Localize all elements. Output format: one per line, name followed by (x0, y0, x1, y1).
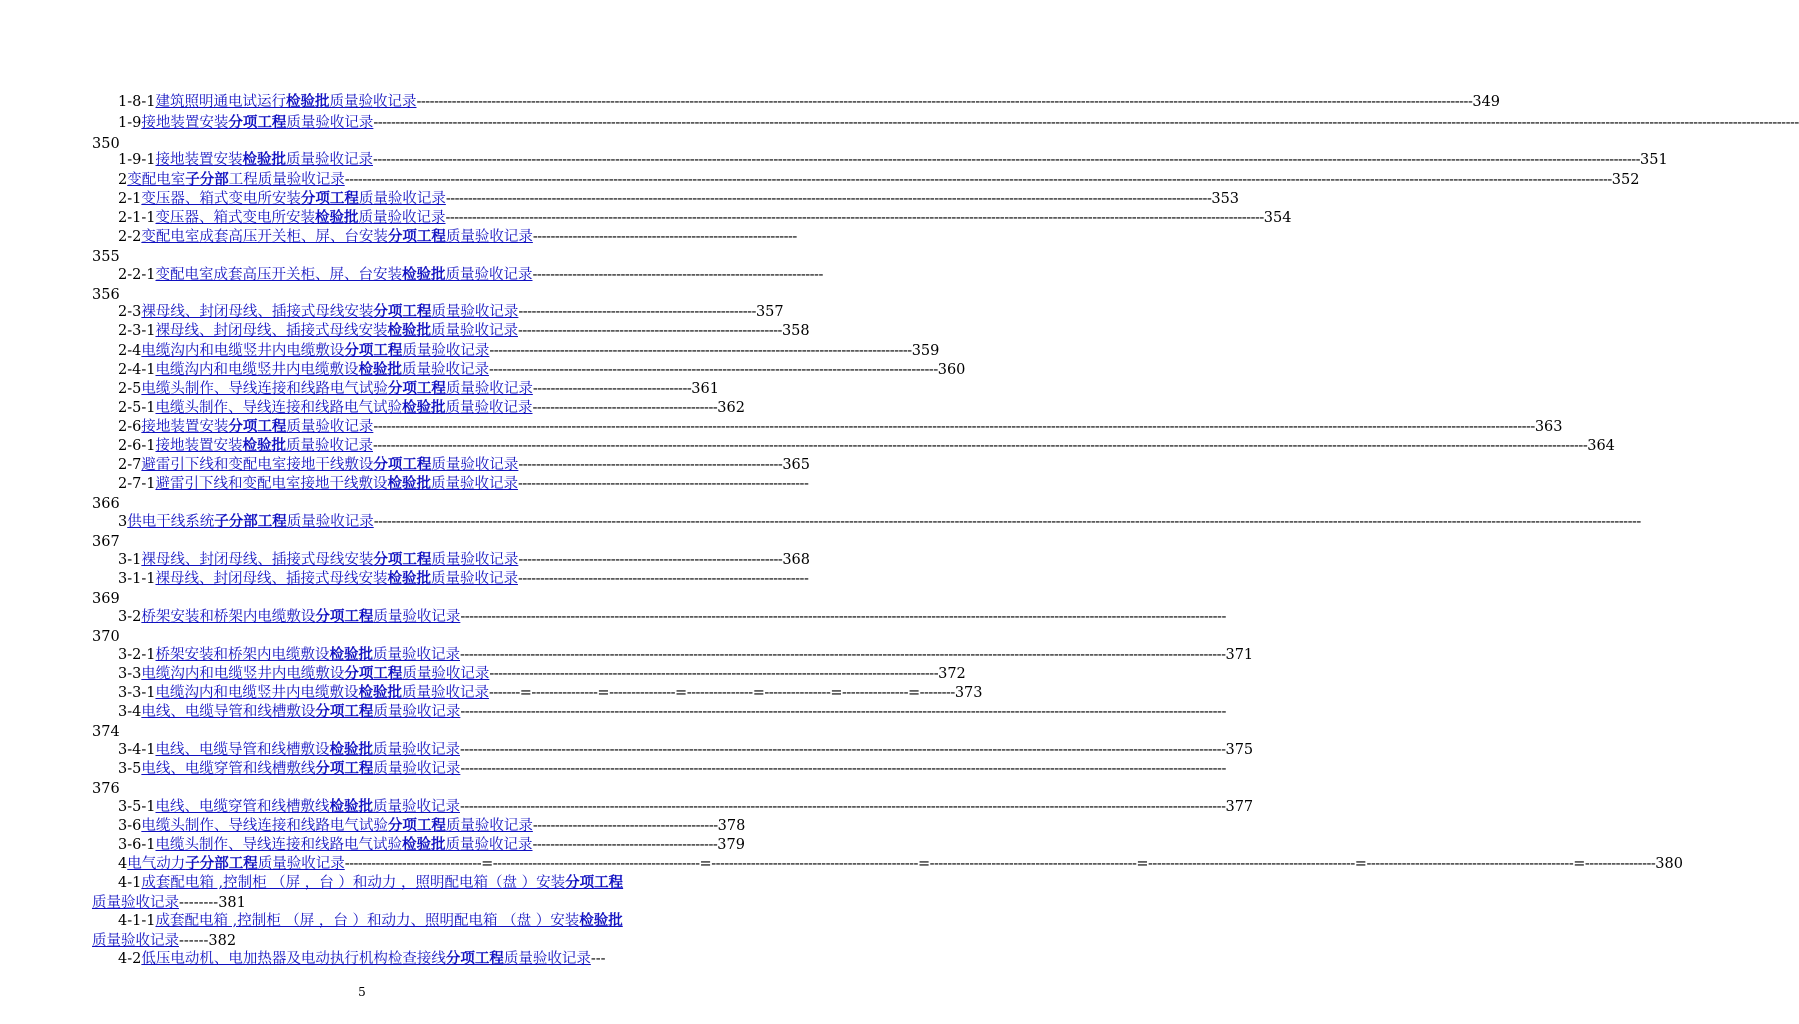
toc-entry-link[interactable]: 变配电室成套高压开关柜、屏、台安装分项工程质量验收记录 (141, 228, 533, 245)
page-number: 5 (358, 985, 366, 999)
toc-entry-emphasis: 检验批 (242, 151, 286, 168)
toc-leader: ------------------------------------------------------------------------------------------------------------------------------------------------------------------------------------------------------------------------------------------------ (416, 94, 1473, 110)
toc-entry-number: 2-2 (118, 229, 142, 245)
toc-leader: ------------------------------------------ (532, 837, 718, 853)
toc-entry (118, 873, 666, 893)
toc-entry-link[interactable]: 避雷引下线和变配电室接地干线敷设检验批质量验收记录 (155, 475, 518, 492)
toc-entry-emphasis: 检验批 (387, 570, 431, 587)
toc-leader: ------------------------------------------------------------ (518, 457, 783, 473)
toc-page-number: 380 (1655, 856, 1683, 872)
toc-entry-number: 3-4 (118, 704, 142, 720)
toc-entry (118, 911, 666, 931)
toc-entry-link[interactable]: 变配电室成套高压开关柜、屏、台安装检验批质量验收记录 (155, 266, 533, 283)
toc-entry-emphasis: 分项工程 (565, 874, 624, 891)
toc-entry-emphasis: 分项工程 (315, 703, 374, 720)
toc-entry (118, 683, 983, 703)
toc-page-number: 355 (92, 249, 120, 265)
toc-entry-link[interactable]: 桥架安装和桥架内电缆敷设分项工程质量验收记录 (141, 608, 461, 625)
toc-entry-link[interactable]: 电缆沟内和电缆竖井内电缆敷设分项工程质量验收记录 (141, 665, 490, 682)
toc-entry (118, 664, 966, 684)
toc-page-number: 362 (717, 400, 745, 416)
toc-entry-continuation (92, 931, 236, 951)
toc-entry-number: 2-6 (118, 419, 142, 435)
toc-entry-number: 3 (118, 514, 128, 530)
toc-entry-emphasis: 分项工程 (228, 114, 287, 131)
toc-entry-link[interactable]: 电缆头制作、导线连接和线路电气试验分项工程质量验收记录 (141, 817, 533, 834)
toc-entry (118, 816, 746, 836)
toc-page-number: 382 (208, 933, 237, 949)
toc-entry-link[interactable]: 供电干线系统子分部工程质量验收记录 (127, 513, 374, 530)
toc-page-number: 371 (1225, 647, 1254, 663)
toc-leader: ------------------------------------------------------------------------------------------------------------------------------------------------------------------------------ (460, 761, 1226, 777)
toc-entry-emphasis: 检验批 (314, 209, 359, 226)
toc-entry (118, 740, 1254, 760)
toc-entry (118, 170, 1640, 190)
toc-page-number: 377 (1225, 799, 1254, 815)
toc-leader: ------------------------------------------------------------------------------------------------------------------------------------------------------------------------------------------ (445, 210, 1264, 226)
toc-page-number: 381 (218, 895, 246, 911)
toc-entry-link[interactable]: 接地装置安装检验批质量验收记录 (155, 151, 373, 168)
toc-entry-emphasis: 子分部工程 (185, 855, 258, 872)
toc-entry-link[interactable]: 成套配电箱 ,控制柜 （屏 ，台 ）和动力 ，照明配电箱（盘 ）安装分项工程 (141, 874, 624, 891)
toc-entry-continuation (92, 893, 246, 913)
toc-leader: ------------------------------------------ (532, 400, 718, 416)
toc-entry-number: 2 (118, 172, 128, 188)
toc-entry-link[interactable]: 电线、电缆导管和线槽敷设分项工程质量验收记录 (141, 703, 461, 720)
toc-leader: ------------------------------------------------------------------------------------------------------------------------------------------------------------------------------------------------------------------------------------------------------------------------------------ (372, 438, 1588, 454)
toc-leader: ------------------------------------------ (532, 818, 718, 834)
toc-page-number: 379 (717, 837, 745, 853)
toc-page-number: 352 (1611, 172, 1640, 188)
toc-page-number: 356 (92, 287, 120, 303)
toc-page-number: 364 (1587, 438, 1615, 454)
toc-entry-link[interactable]: 建筑照明通电试运行检验批质量验收记录 (155, 93, 417, 110)
toc-entry-link[interactable]: 电缆沟内和电缆竖井内电缆敷设分项工程质量验收记录 (141, 342, 490, 359)
toc-entry-number: 3-1-1 (118, 571, 156, 587)
toc-entry-emphasis: 分项工程 (315, 760, 374, 777)
toc-entry-link[interactable]: 电线、电缆导管和线槽敷设检验批质量验收记录 (155, 741, 460, 758)
toc-entry-emphasis: 检验批 (579, 912, 623, 929)
toc-leader: ------------------------------------------------------------------------------------------------------------------------------------------------------------------------------ (459, 799, 1226, 815)
toc-page-number: 353 (1211, 191, 1240, 207)
toc-entry-link[interactable]: 桥架安装和桥架内电缆敷设检验批质量验收记录 (155, 646, 460, 663)
toc-leader: --- (590, 951, 606, 967)
toc-entry (118, 702, 1226, 722)
toc-entry-emphasis: 分项工程 (315, 608, 374, 625)
toc-entry-number: 3-1 (118, 552, 142, 568)
toc-entry-number: 3-3-1 (118, 685, 156, 701)
toc-entry-link[interactable]: 接地装置安装分项工程质量验收记录 (141, 114, 374, 131)
toc-entry-link[interactable]: 避雷引下线和变配电室接地干线敷设分项工程质量验收记录 (141, 456, 519, 473)
toc-entry-link[interactable]: 变压器、箱式变电所安装检验批质量验收记录 (155, 209, 446, 226)
toc-entry (118, 417, 1563, 437)
toc-leader: ------------------------------------ (532, 381, 692, 397)
toc-entry-link[interactable]: 电缆头制作、导线连接和线路电气试验检验批质量验收记录 (155, 836, 533, 853)
toc-page-number: 354 (1263, 210, 1292, 226)
toc-entry-emphasis: 检验批 (329, 741, 373, 758)
toc-entry-emphasis: 子分部工程 (214, 513, 287, 530)
toc-entry-link[interactable]: 裸母线、封闭母线、插接式母线安装分项工程质量验收记录 (141, 551, 519, 568)
toc-leader: ------------------------------------------------------------ (518, 552, 783, 568)
toc-entry-link[interactable]: 电缆头制作、导线连接和线路电气试验分项工程质量验收记录 (141, 380, 533, 397)
toc-leader: -------------------------------=-----------------------------------------------=-----------------------------------------------=-----------------------------------------------=-----------------------------------------------=-----------------------------------------------=---------------- (344, 856, 1656, 872)
toc-entry-number: 3-2-1 (118, 647, 156, 663)
toc-leader: -------- (179, 895, 219, 911)
toc-entry-emphasis: 检验批 (387, 475, 431, 492)
toc-leader: ------------------------------------------------------ (518, 304, 756, 320)
toc-page-number: 373 (954, 685, 983, 701)
toc-entry-link[interactable]: 变配电室子分部工程质量验收记录 (127, 171, 345, 188)
toc-entry (118, 455, 811, 475)
toc-entry-link[interactable]: 裸母线、封闭母线、插接式母线安装检验批质量验收记录 (155, 322, 518, 339)
toc-entry-link[interactable]: 质量验收记录 (92, 933, 179, 949)
toc-entry-number: 3-5-1 (118, 799, 156, 815)
toc-entry-emphasis: 分项工程 (387, 228, 446, 245)
toc-entry (118, 360, 966, 380)
toc-entry-link[interactable]: 电线、电缆穿管和线槽敷线分项工程质量验收记录 (141, 760, 461, 777)
toc-entry-number: 3-3 (118, 666, 142, 682)
toc-entry-emphasis: 检验批 (401, 836, 446, 853)
toc-leader: ------------------------------------------------------------ (517, 323, 782, 339)
toc-leader: ------------------------------------------------------------------------------------------------------ (489, 666, 939, 682)
toc-entry-link[interactable]: 电缆沟内和电缆竖井内电缆敷设检验批质量验收记录 (155, 361, 489, 378)
toc-page-number: 375 (1225, 742, 1254, 758)
toc-entry-emphasis: 分项工程 (300, 190, 359, 207)
toc-entry (118, 321, 810, 341)
toc-entry-link[interactable]: 低压电动机、电加热器及电动执行机构检查接线分项工程质量验收记录 (141, 950, 591, 967)
toc-entry-emphasis: 分项工程 (344, 342, 403, 359)
toc-entry-link[interactable]: 电气动力子分部工程质量验收记录 (127, 855, 345, 872)
toc-entry-number: 2-4 (118, 343, 142, 359)
toc-leader: ------------------------------------------------------------------------------------------------ (489, 343, 912, 359)
toc-entry (118, 607, 1226, 627)
toc-entry (118, 208, 1292, 228)
toc-entry (118, 512, 1641, 532)
toc-entry-link[interactable]: 接地装置安装检验批质量验收记录 (155, 437, 373, 454)
toc-entry (118, 189, 1240, 209)
toc-page-number: 370 (92, 629, 120, 645)
toc-entry (118, 436, 1615, 456)
toc-entry-number: 2-7-1 (118, 476, 156, 492)
toc-entry-number: 4-1 (118, 875, 142, 891)
toc-leader: ------------------------------------------------------------------------------------------------------------------------------------------------------------------------------------------------------------------------------------------------------------------------ (373, 419, 1535, 435)
toc-entry (118, 474, 809, 494)
toc-entry-emphasis: 分项工程 (445, 950, 504, 967)
toc-leader: ------------------------------------------------------------------------------------------------------------------------------------------------------------------------------------------------------------------------------------------------------------------------------------------------ (373, 514, 1641, 530)
toc-page-number: 369 (92, 591, 120, 607)
toc-leader: ------------------------------------------------------------------------------------------------------------------------------------------------------------------------------------------------------------------------------------------------------------------------------------------------ (344, 172, 1612, 188)
toc-entry-emphasis: 子分部 (185, 171, 229, 188)
toc-page-number: 372 (938, 666, 966, 682)
toc-leader: ------------------------------------------------------------ (532, 229, 797, 245)
toc-entry-number: 3-6-1 (118, 837, 156, 853)
toc-page-number: 374 (92, 724, 120, 740)
toc-entry (118, 550, 811, 570)
toc-entry (118, 379, 719, 399)
toc-entry-number: 3-2 (118, 609, 142, 625)
toc-page-number: 365 (782, 457, 811, 473)
toc-entry-emphasis: 分项工程 (387, 817, 446, 834)
toc-entry-emphasis: 分项工程 (373, 551, 432, 568)
toc-entry-number: 3-4-1 (118, 742, 156, 758)
toc-entry (118, 302, 784, 322)
toc-entry-number: 1-9-1 (118, 152, 156, 168)
toc-entry (118, 227, 797, 247)
toc-entry-link[interactable]: 质量验收记录 (92, 895, 179, 911)
toc-entry-emphasis: 检验批 (285, 93, 330, 110)
toc-entry-number: 1-8-1 (118, 94, 156, 110)
toc-entry-emphasis: 分项工程 (344, 665, 403, 682)
toc-entry-number: 2-1-1 (118, 210, 156, 226)
toc-entry-link[interactable]: 裸母线、封闭母线、插接式母线安装检验批质量验收记录 (155, 570, 518, 587)
toc-entry-link[interactable]: 电缆头制作、导线连接和线路电气试验检验批质量验收记录 (155, 399, 533, 416)
toc-entry (118, 797, 1254, 817)
toc-entry (118, 949, 666, 969)
toc-entry-emphasis: 检验批 (329, 646, 373, 663)
toc-entry-link[interactable]: 电线、电缆穿管和线槽敷线检验批质量验收记录 (155, 798, 460, 815)
toc-page-number: 357 (755, 304, 784, 320)
toc-entry-emphasis: 检验批 (358, 361, 402, 378)
toc-leader: ------------------------------------------------------------------------------------------------------ (488, 362, 938, 378)
toc-page-number: 376 (92, 781, 120, 797)
toc-entry (118, 854, 1683, 874)
toc-entry-emphasis: 检验批 (242, 437, 286, 454)
toc-page-number: 349 (1472, 94, 1501, 110)
toc-entry-number: 3-6 (118, 818, 142, 834)
toc-leader: ------------------------------------------------------------------ (532, 267, 823, 283)
toc-entry-link[interactable]: 接地装置安装分项工程质量验收记录 (141, 418, 374, 435)
toc-entry-number: 2-3 (118, 304, 142, 320)
toc-entry-number: 2-6-1 (118, 438, 156, 454)
toc-leader: ------------------------------------------------------------------------------------------------------------------------------------------------------------------------------ (460, 609, 1226, 625)
toc-page-number: 363 (1534, 419, 1563, 435)
toc-entry-emphasis: 分项工程 (387, 380, 446, 397)
toc-leader: ------------------------------------------------------------------------------------------------------------------------------------------------------------------------------ (445, 191, 1212, 207)
toc-entry-number: 2-3-1 (118, 323, 156, 339)
toc-page-number: 360 (937, 362, 966, 378)
toc-entry (118, 265, 823, 285)
toc-entry (118, 835, 745, 855)
toc-entry (118, 569, 809, 589)
toc-leader: ------ (179, 933, 209, 949)
toc-leader: ------------------------------------------------------------------------------------------------------------------------------------------------------------------------------------------------------------------------------------------------------------------------------------------------------------------------------------ (373, 115, 1799, 131)
toc-entry-link[interactable]: 变压器、箱式变电所安装分项工程质量验收记录 (141, 190, 446, 207)
toc-page-number: 367 (92, 534, 120, 550)
toc-entry-number: 4-2 (118, 951, 142, 967)
toc-entry-number: 2-2-1 (118, 267, 156, 283)
toc-leader: ------------------------------------------------------------------------------------------------------------------------------------------------------------------------------------------------------------------------------------------------------------------------------------------------ (372, 152, 1641, 168)
toc-page-number: 358 (781, 323, 810, 339)
toc-entry-number: 3-5 (118, 761, 142, 777)
toc-page-number: 359 (911, 343, 940, 359)
toc-entry (118, 398, 745, 418)
toc-leader: ------------------------------------------------------------------ (517, 571, 809, 587)
toc-entry-emphasis: 分项工程 (228, 418, 287, 435)
toc-entry-emphasis: 检验批 (358, 684, 402, 701)
toc-entry-link[interactable]: 裸母线、封闭母线、插接式母线安装分项工程质量验收记录 (141, 303, 519, 320)
toc-leader: ------------------------------------------------------------------ (517, 476, 809, 492)
toc-leader: ------------------------------------------------------------------------------------------------------------------------------------------------------------------------------ (459, 742, 1226, 758)
toc-entry-emphasis: 检验批 (401, 266, 446, 283)
toc-entry-number: 2-5-1 (118, 400, 156, 416)
toc-entry-number: 4 (118, 856, 128, 872)
toc-entry-number: 2-4-1 (118, 362, 156, 378)
toc-entry-emphasis: 分项工程 (373, 303, 432, 320)
toc-page-number: 350 (92, 136, 120, 152)
toc-entry-emphasis: 分项工程 (373, 456, 432, 473)
toc-entry (118, 645, 1254, 665)
toc-entry-number: 2-5 (118, 381, 142, 397)
toc-entry-number: 4-1-1 (118, 913, 156, 929)
toc-entry-number: 1-9 (118, 115, 142, 131)
toc-entry (118, 92, 1501, 112)
toc-entry-emphasis: 检验批 (329, 798, 373, 815)
toc-page-number: 368 (782, 552, 811, 568)
toc-page-number: 378 (717, 818, 746, 834)
toc-entry-link[interactable]: 成套配电箱 ,控制柜 （屏 ，台 ）和动力、照明配电箱 （盘 ）安装检验批 (155, 912, 623, 929)
toc-leader: ------------------------------------------------------------------------------------------------------------------------------------------------------------------------------ (459, 647, 1226, 663)
toc-leader: -------=---------------=---------------=---------------=---------------=---------------=-------- (488, 685, 955, 701)
toc-entry-emphasis: 检验批 (387, 322, 431, 339)
toc-entry-emphasis: 检验批 (401, 399, 446, 416)
toc-page-number: 361 (691, 381, 719, 397)
toc-page-number: 351 (1640, 152, 1668, 168)
toc-entry (118, 113, 1799, 133)
toc-entry-number: 2-7 (118, 457, 142, 473)
toc-entry (118, 150, 1668, 170)
toc-entry-number: 2-1 (118, 191, 142, 207)
toc-entry (118, 759, 1226, 779)
toc-page-number: 366 (92, 496, 120, 512)
toc-leader: ------------------------------------------------------------------------------------------------------------------------------------------------------------------------------ (460, 704, 1226, 720)
toc-entry (118, 341, 940, 361)
toc-entry-link[interactable]: 电缆沟内和电缆竖井内电缆敷设检验批质量验收记录 (155, 684, 489, 701)
